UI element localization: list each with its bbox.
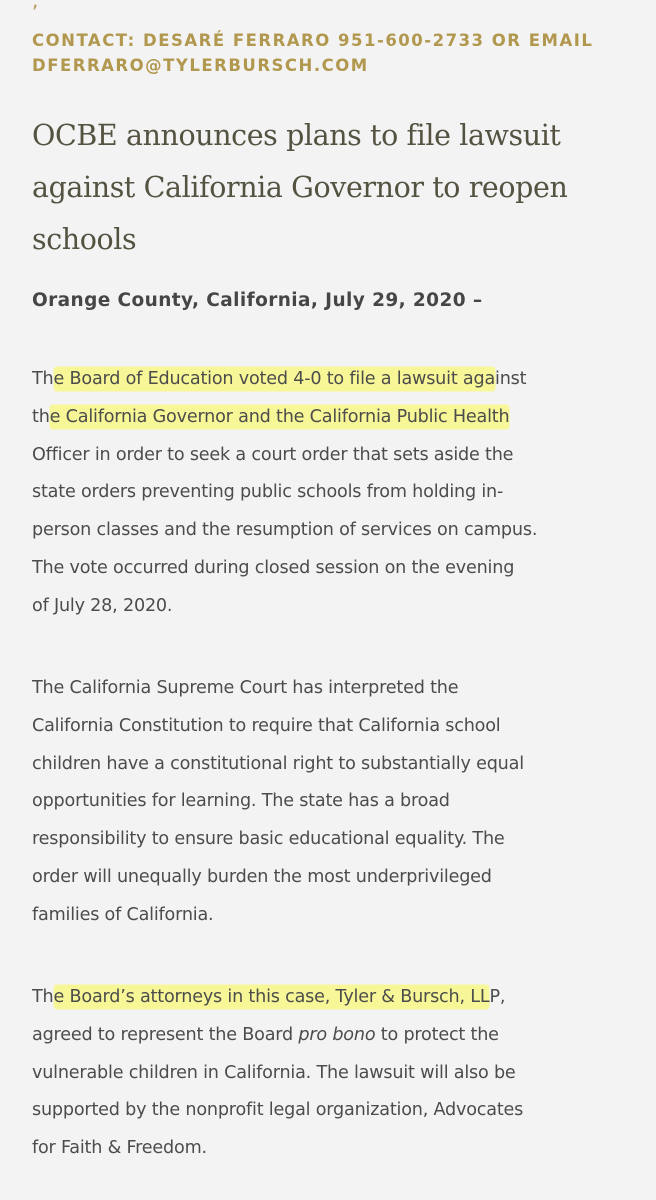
paragraph-supreme-court	[32, 670, 632, 935]
page-title: OCBE announces plans to file lawsuit against California Governor to reopen schools	[32, 119, 568, 256]
text-line: agreed to represent the Board pro bono to protect the	[32, 1024, 499, 1045]
text-line: opportunities for learning. The state has a broad	[32, 791, 450, 812]
paragraph-lawsuit-vote	[32, 361, 632, 626]
text-line: vulnerable children in California. The lawsuit will also be	[32, 1062, 516, 1083]
text-line: families of California.	[32, 904, 214, 925]
cropped-text-line: ,	[32, 0, 40, 12]
highlighted-text: e Board of Education voted 4-0 to file a lawsuit aga	[53, 369, 496, 389]
dateline: Orange County, California, July 29, 2020 –	[32, 290, 483, 311]
text-line: the California Governor and the California Public Health	[32, 406, 510, 427]
highlighted-text: e Board’s attorneys in this case, Tyler & Bursch, LL	[53, 987, 490, 1007]
text-line: responsibility to ensure basic educational equality. The	[32, 829, 505, 850]
text-line: California Constitution to require that California school	[32, 715, 501, 736]
text-line: The California Supreme Court has interpreted the	[32, 678, 459, 698]
text-line: state orders preventing public schools from holding in-	[32, 482, 504, 503]
text-line: The vote occurred during closed session on the evening	[32, 557, 515, 578]
text-line: order will unequally burden the most underprivileged	[32, 866, 492, 887]
text-line: of July 28, 2020.	[32, 595, 173, 616]
text-line: children have a constitutional right to substantially equal	[32, 753, 524, 774]
text-line: for Faith & Freedom.	[32, 1138, 207, 1159]
text-line: Officer in order to seek a court order that sets aside the	[32, 444, 514, 465]
text-line: person classes and the resumption of services on campus.	[32, 520, 538, 541]
highlighted-text: e California Governor and the California Public Health	[49, 406, 510, 427]
italic-text: pro bono	[298, 1024, 376, 1045]
contact-info: CONTACT: DESARÉ FERRARO 951-600-2733 OR EMAIL DFERRARO@TYLERBURSCH.COM	[32, 31, 594, 75]
text-line: The Board’s attorneys in this case, Tyler & Bursch, LLP,	[32, 987, 506, 1007]
text-line: supported by the nonprofit legal organization, Advocates	[32, 1100, 524, 1121]
paragraph-attorneys	[32, 979, 632, 1168]
text-line: The Board of Education voted 4-0 to file a lawsuit against	[32, 369, 527, 389]
